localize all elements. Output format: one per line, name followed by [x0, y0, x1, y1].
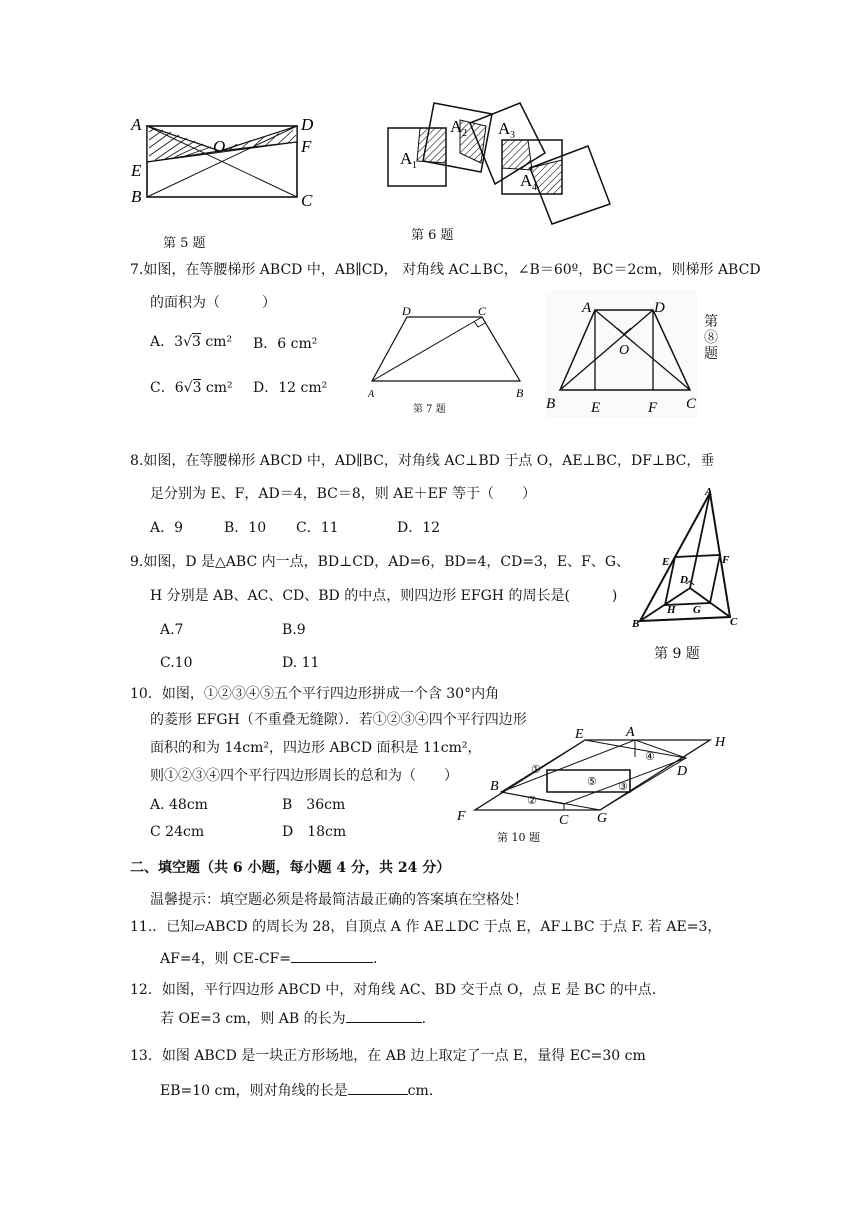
fig10-region-5: ⑤ [587, 776, 597, 788]
q10-line4: 则①②③④四个平行四边形周长的总和为（ ） [150, 768, 458, 784]
q7-line1: 7.如图，在等腰梯形 ABCD 中，AB∥CD， 对角线 AC⊥BC，∠B＝60º，BC＝2cm，则梯形 ABCD [130, 262, 761, 278]
q13-line1: 13．如图 ABCD 是一块正方形场地，在 AB 边上取定了一点 E，量得 EC=30 cm [130, 1048, 646, 1064]
fig7-label-D: D [402, 304, 411, 318]
figure-7 [362, 305, 532, 405]
q13-line2: EB=10 cm，则对角线的长是 cm. [160, 1080, 433, 1101]
fig10-label-E: E [575, 727, 584, 742]
q8-option-c: C．11 [296, 520, 339, 536]
fig6-sub-4: 4 [532, 182, 537, 193]
fig9-label-A: A [705, 486, 713, 498]
q7-option-a: A．3√3 cm² [150, 334, 233, 350]
q9-option-b: B.9 [282, 622, 306, 638]
figure-10 [455, 722, 745, 837]
fig8-label-A: A [582, 300, 592, 316]
fig5-label-F: F [301, 137, 312, 156]
q12-line2: 若 OE=3 cm，则 AB 的长为 . [160, 1008, 426, 1029]
figure-8 [540, 290, 700, 420]
fig8-label-O: O [619, 343, 630, 358]
fig9-caption: 第 9 题 [654, 646, 700, 662]
figure-6 [380, 98, 620, 228]
section2-heading: 二、填空题（共 6 小题，每小题 4 分，共 24 分） [130, 860, 451, 876]
sqrt-symbol: √ [183, 380, 193, 396]
q11-answer-blank[interactable] [291, 948, 373, 963]
section2-tip: 温馨提示：填空题必须是将最简洁最正确的答案填在空格处！ [150, 892, 528, 908]
q8-line2: 足分别为 E、F，AD＝4，BC＝8，则 AE＋EF 等于（ ） [150, 486, 536, 502]
fig6-label-A1: A [400, 149, 413, 168]
q7-option-b: B．6 cm² [253, 336, 318, 352]
q8-option-a: A．9 [150, 520, 184, 536]
fig9-label-B: B [632, 618, 640, 630]
q8-option-d: D．12 [397, 520, 441, 536]
fig5-label-A: A [131, 115, 142, 134]
fig8-label-F: F [648, 400, 658, 416]
fig8-caption: 第⑧题 [704, 314, 718, 362]
fig6-caption: 第 6 题 [411, 228, 454, 243]
q7-option-d: D．12 cm² [253, 380, 328, 396]
fig10-label-F: F [457, 809, 466, 824]
fig9-label-F: F [722, 554, 730, 566]
fig6-label-A4: A [520, 171, 533, 190]
fig5-label-O: O [213, 137, 226, 156]
fig10-region-3: ③ [618, 781, 628, 793]
fig8-label-E: E [591, 400, 601, 416]
fig8-label-D: D [654, 300, 665, 316]
fig6-sub-3: 3 [510, 130, 515, 141]
fig10-label-C: C [559, 813, 569, 828]
fig5-label-E: E [131, 161, 142, 180]
sqrt-symbol: √ [183, 334, 192, 350]
fig9-label-H: H [667, 604, 676, 616]
q9-option-a: A.7 [160, 622, 184, 638]
fig7-label-C: C [478, 304, 487, 318]
fig5-label-D: D [301, 115, 314, 134]
q10-option-b: B 36cm [282, 797, 346, 813]
fig10-label-B: B [490, 779, 499, 794]
q7-line2: 的面积为（ ） [150, 295, 276, 311]
fig6-label-A3: A [498, 119, 511, 138]
fig10-region-2: ② [527, 795, 537, 807]
q12-answer-blank[interactable] [346, 1008, 422, 1023]
q10-option-a: A. 48cm [150, 797, 208, 813]
fig10-caption: 第 10 题 [497, 831, 540, 844]
fig5-label-C: C [301, 191, 313, 210]
fig5-label-B: B [131, 187, 142, 206]
fig10-label-G: G [597, 811, 608, 826]
q10-option-c: C 24cm [150, 824, 205, 840]
fig7-label-A: A [368, 389, 375, 400]
fig9-label-G: G [693, 604, 701, 616]
q12-line1: 12．如图，平行四边形 ABCD 中，对角线 AC、BD 交于点 O，点 E 是 BC 的中点. [130, 982, 657, 998]
figure-5 [125, 110, 325, 220]
fig6-sub-1: 1 [412, 160, 417, 171]
q13-answer-blank[interactable] [348, 1080, 408, 1095]
fig8-label-B: B [546, 396, 556, 412]
fig10-label-A: A [626, 725, 635, 740]
q9-option-c: C.10 [160, 655, 193, 671]
fig10-region-1: ① [531, 764, 541, 776]
q8-option-b: B．10 [224, 520, 267, 536]
q9-line2: H 分别是 AB、AC、CD、BD 的中点，则四边形 EFGH 的周长是( ) [150, 588, 618, 604]
fig7-label-B: B [516, 386, 524, 400]
fig6-label-A2: A [450, 117, 463, 136]
fig9-label-E: E [662, 556, 670, 568]
fig9-label-C: C [730, 616, 738, 628]
q10-option-d: D 18cm [282, 824, 347, 840]
q9-option-d: D. 11 [282, 655, 320, 671]
q11-line1: 11.．已知▱ABCD 的周长为 28，自顶点 A 作 AE⊥DC 于点 E，AF⊥BC 于点 F. 若 AE=3， [130, 919, 722, 935]
fig10-label-D: D [677, 764, 688, 779]
fig7-caption: 第 7 题 [413, 404, 446, 415]
q7-option-c: C．6√3 cm² [150, 380, 233, 396]
fig10-label-H: H [715, 735, 726, 750]
fig10-region-4: ④ [645, 751, 655, 763]
figure-9 [630, 485, 740, 630]
q10-line2: 的菱形 EFGH（不重叠无缝隙）．若①②③④四个平行四边形 [150, 712, 527, 728]
q10-line3: 面积的和为 14cm²，四边形 ABCD 面积是 11cm²， [150, 740, 482, 756]
fig5-caption: 第 5 题 [163, 236, 206, 251]
q10-line1: 10．如图，①②③④⑤五个平行四边形拼成一个含 30°内角 [130, 686, 500, 702]
fig8-label-C: C [686, 396, 697, 412]
q9-line1: 9.如图，D 是△ABC 内一点，BD⊥CD，AD=6，BD=4，CD=3，E、F、G、 [130, 554, 631, 570]
q8-line1: 8.如图，在等腰梯形 ABCD 中，AD∥BC，对角线 AC⊥BD 于点 O，AE⊥BC，DF⊥BC，垂 [130, 453, 715, 469]
fig9-label-D: D [680, 574, 688, 586]
fig6-sub-2: 2 [462, 128, 467, 139]
q11-line2: AF=4，则 CE-CF= . [160, 948, 377, 969]
